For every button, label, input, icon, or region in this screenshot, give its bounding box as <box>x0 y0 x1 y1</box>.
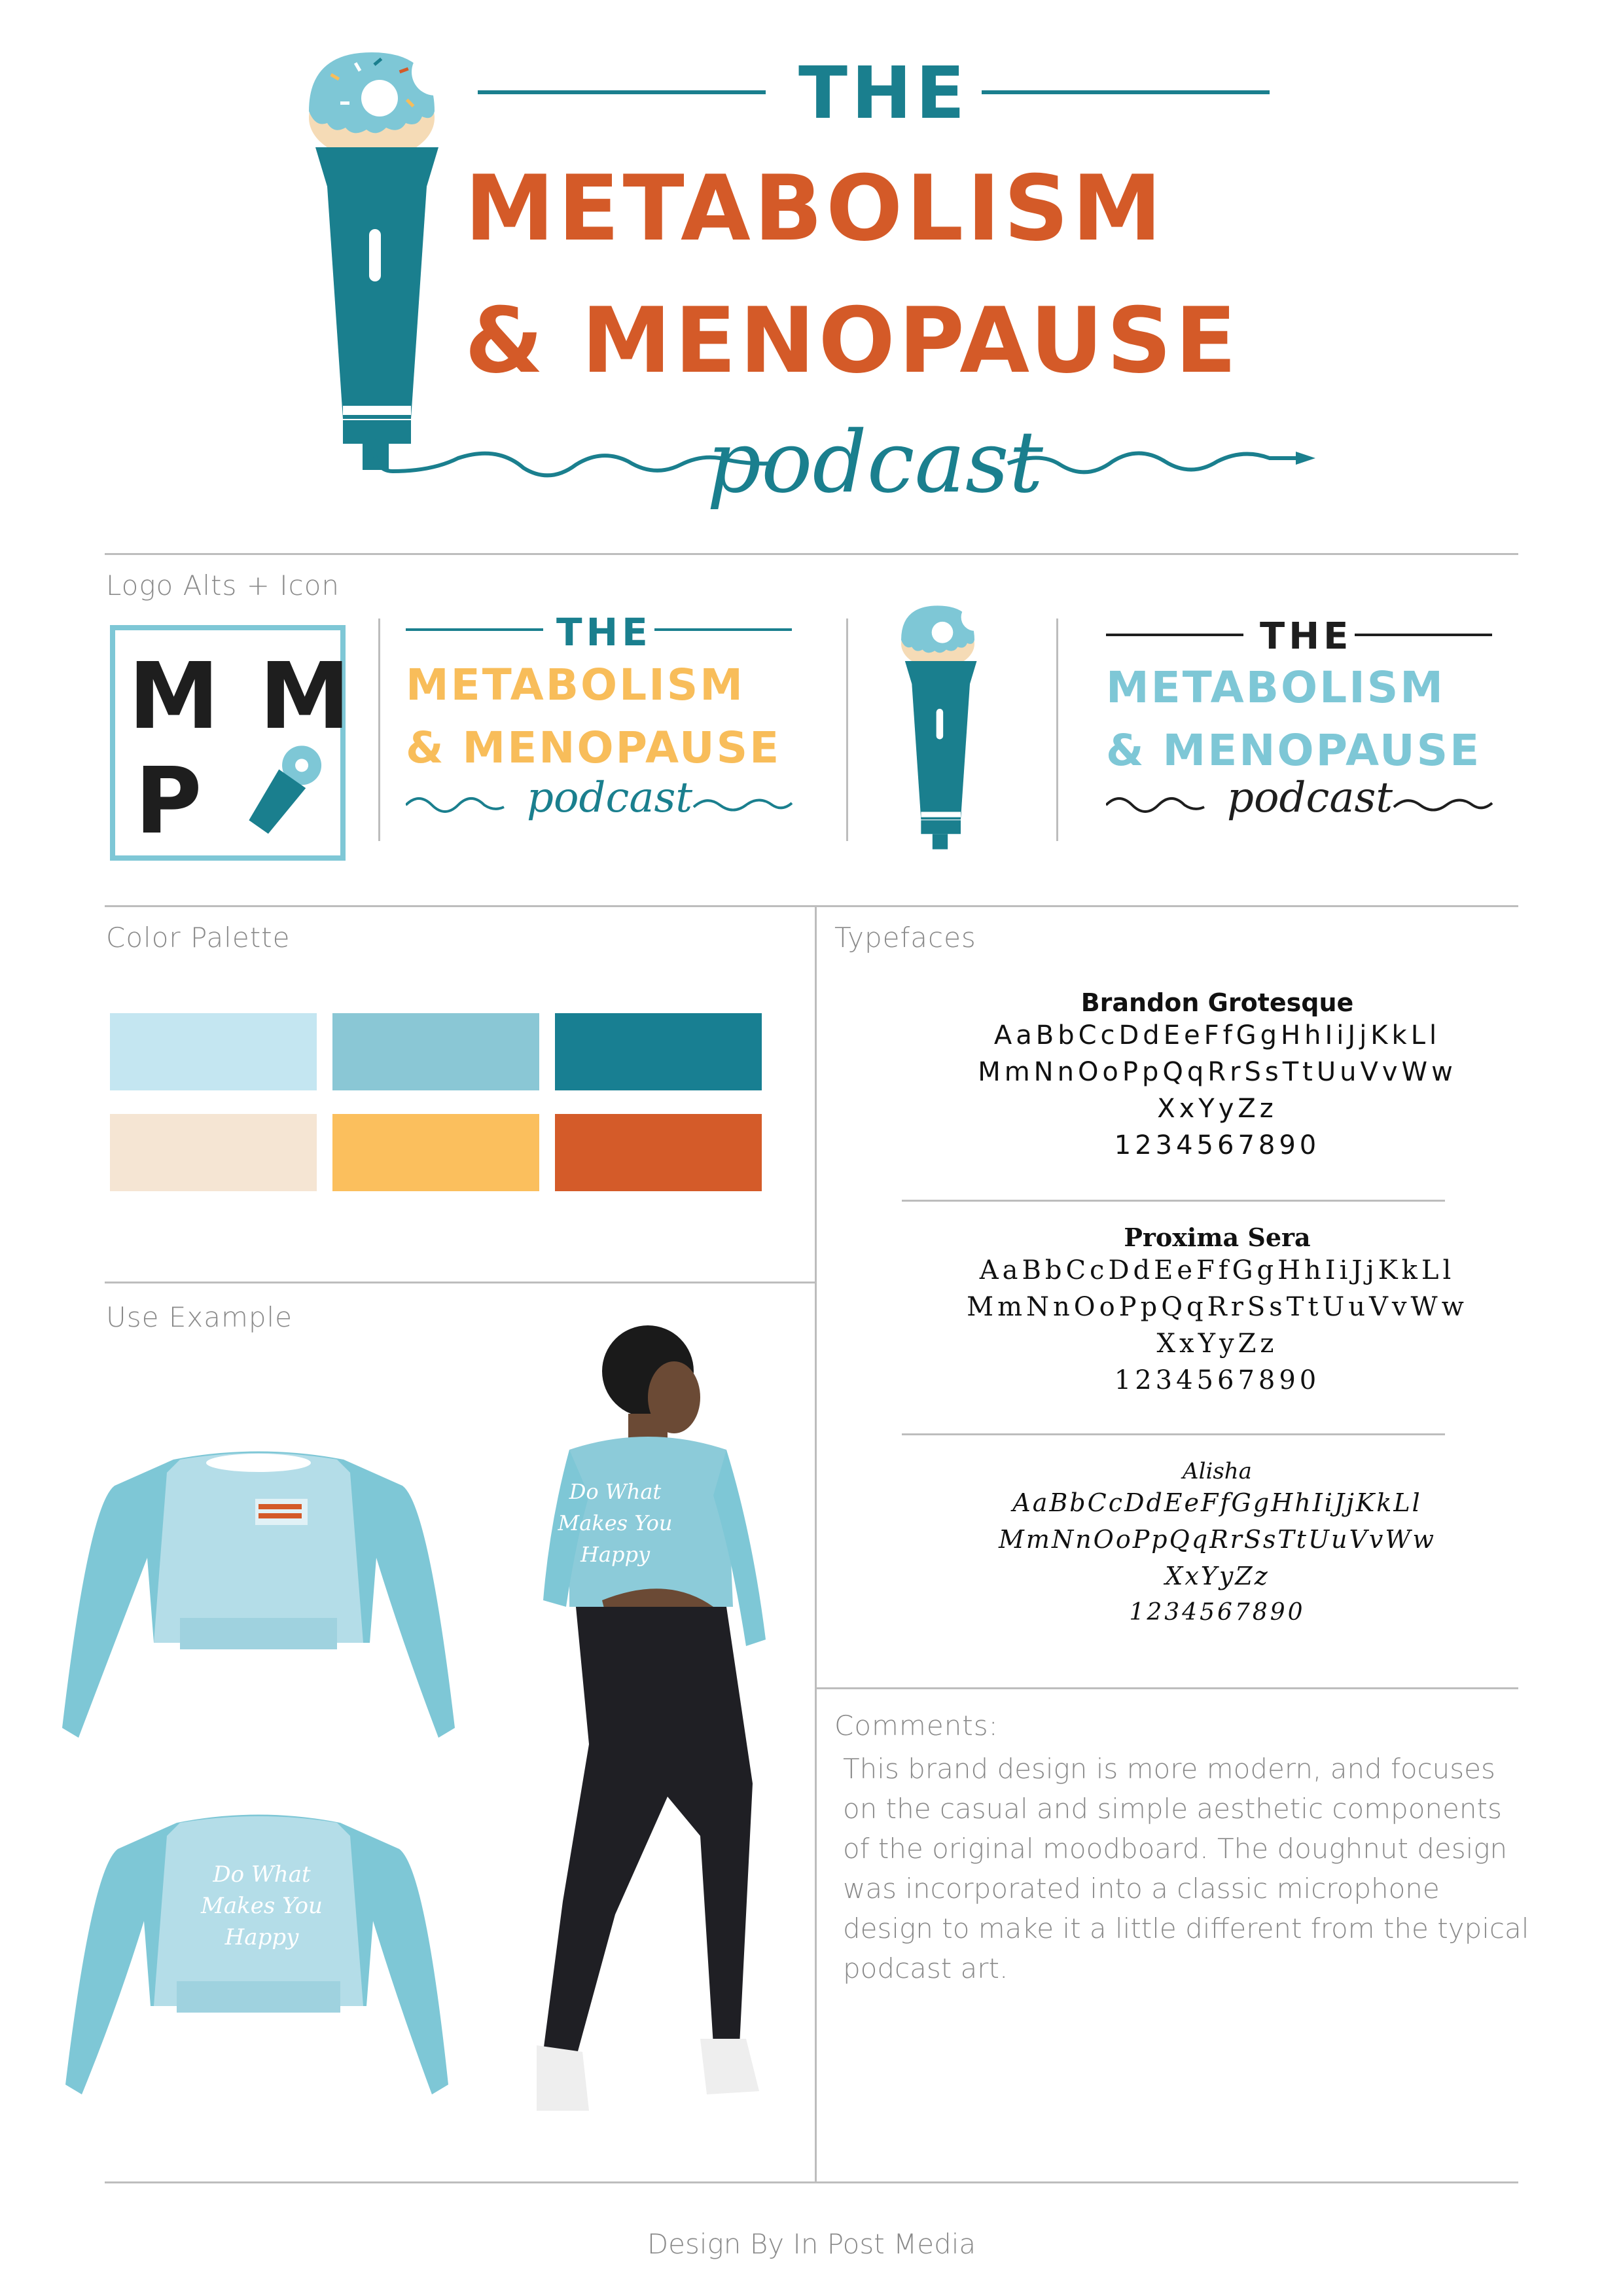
logo-script-podcast: podcast <box>707 412 1043 512</box>
logo-title-line1: METABOLISM <box>465 156 1166 261</box>
divider-2 <box>105 905 1518 907</box>
typeface-sample-line: AaBbCcDdEeFfGgHhIiJjKkLl <box>1012 1488 1422 1517</box>
divider-v-center <box>815 906 817 2181</box>
alt-yellow-rule-right <box>654 628 792 631</box>
divider-v-1 <box>378 619 380 841</box>
model-shirt-text <box>550 1476 681 1570</box>
alt-yellow-line2: & MENOPAUSE <box>406 723 781 773</box>
typeface-sample-line: AaBbCcDdEeFfGgHhIiJjKkLl <box>979 1255 1455 1285</box>
typeface-sample-line: MmNnOoPpQqRrSsTtUuVvWw <box>967 1292 1468 1322</box>
typeface-name: Proxima Sera <box>1124 1223 1311 1252</box>
alt-yellow-script: podcast <box>527 774 693 822</box>
alt-logo-light <box>1086 596 1518 851</box>
shirt-text-line: Happy <box>224 1924 299 1950</box>
logo-the-rule-left <box>478 90 766 94</box>
alt-light-rule-left <box>1106 634 1243 636</box>
typeface-brandon <box>825 988 1610 1164</box>
icon-box <box>110 625 355 861</box>
logo-the-rule-right <box>982 90 1270 94</box>
typeface-name: Brandon Grotesque <box>1080 988 1354 1017</box>
alt-light-line2: & MENOPAUSE <box>1106 725 1482 776</box>
swatch-orange <box>555 1114 762 1191</box>
typeface-sample-line: MmNnOoPpQqRrSsTtUuVvWw <box>999 1525 1436 1554</box>
swatch-cream <box>110 1114 317 1191</box>
typeface-sample-line: 1234567890 <box>1114 1130 1321 1160</box>
donut-microphone-icon-alt <box>897 592 988 867</box>
shirt-text-line: Happy <box>580 1542 651 1567</box>
section-label-use-example: Use Example <box>106 1301 293 1333</box>
shirt-back-image <box>65 1810 452 2104</box>
alt-yellow-the: THE <box>556 610 652 655</box>
shirt-text-line: Do What <box>213 1861 311 1888</box>
shirt-text-line: Makes You <box>558 1511 673 1535</box>
typeface-proxima-sera <box>825 1223 1610 1399</box>
section-label-logo-alts: Logo Alts + Icon <box>106 569 340 601</box>
footer-credit: Design By In Post Media <box>647 2228 976 2260</box>
typeface-sample-line: 1234567890 <box>1129 1599 1306 1626</box>
main-logo <box>301 39 1322 524</box>
shirt-back-text <box>177 1859 347 1953</box>
typeface-sample-line: AaBbCcDdEeFfGgHhIiJjKkLl <box>993 1020 1441 1050</box>
section-label-typefaces: Typefaces <box>834 922 976 954</box>
typeface-name: Alisha <box>1183 1458 1252 1484</box>
alt-light-line1: METABOLISM <box>1106 662 1445 713</box>
alt-light-rule-right <box>1355 634 1492 636</box>
alt-light-script: podcast <box>1227 774 1393 822</box>
mini-microphone-icon <box>230 738 328 850</box>
typeface-sample-line: XxYyZz <box>1156 1329 1278 1359</box>
typeface-sample-line: 1234567890 <box>1114 1365 1321 1395</box>
shirt-text-line: Makes You <box>201 1893 323 1919</box>
alt-yellow-line1: METABOLISM <box>406 660 745 710</box>
typeface-sample-line: XxYyZz <box>1165 1562 1270 1590</box>
shirt-front-image <box>62 1446 455 1748</box>
donut-microphone-icon <box>301 39 458 491</box>
logo-title-line2: & MENOPAUSE <box>465 288 1240 393</box>
swatch-yellow <box>332 1114 539 1191</box>
typeface-divider-1 <box>902 1200 1445 1202</box>
swatch-teal <box>555 1013 762 1090</box>
divider-bottom <box>105 2181 1518 2183</box>
typeface-sample-line: XxYyZz <box>1157 1094 1277 1124</box>
typeface-sample-line: MmNnOoPpQqRrSsTtUuVvWw <box>978 1057 1457 1087</box>
swatch-sky-blue <box>332 1013 539 1090</box>
logo-the: THE <box>798 51 969 135</box>
section-label-color-palette: Color Palette <box>106 922 291 954</box>
typeface-divider-2 <box>902 1433 1445 1435</box>
model-photo <box>452 1325 792 2137</box>
comments-body: This brand design is more modern, and focuses on the casual and simple aesthetic components of the original moodboard. The doughnut design was incorporated into a classic microphone design to make it a little different from the typical podcast art. <box>843 1753 1529 1984</box>
alt-yellow-rule-left <box>406 628 543 631</box>
divider-typefaces-bottom <box>817 1687 1518 1689</box>
divider-v-2 <box>846 619 848 841</box>
icon-box-p: P <box>135 748 202 855</box>
divider-1 <box>105 553 1518 555</box>
typeface-alisha <box>825 1458 1610 1631</box>
divider-palette-bottom <box>105 1282 817 1283</box>
section-label-comments: Comments: <box>834 1710 999 1742</box>
icon-box-mm: M M <box>128 643 355 750</box>
alt-light-the: THE <box>1260 615 1353 658</box>
swatch-pale-blue <box>110 1013 317 1090</box>
shirt-text-line: Do What <box>569 1479 662 1504</box>
divider-v-3 <box>1056 619 1058 841</box>
alt-logo-yellow <box>393 596 825 851</box>
